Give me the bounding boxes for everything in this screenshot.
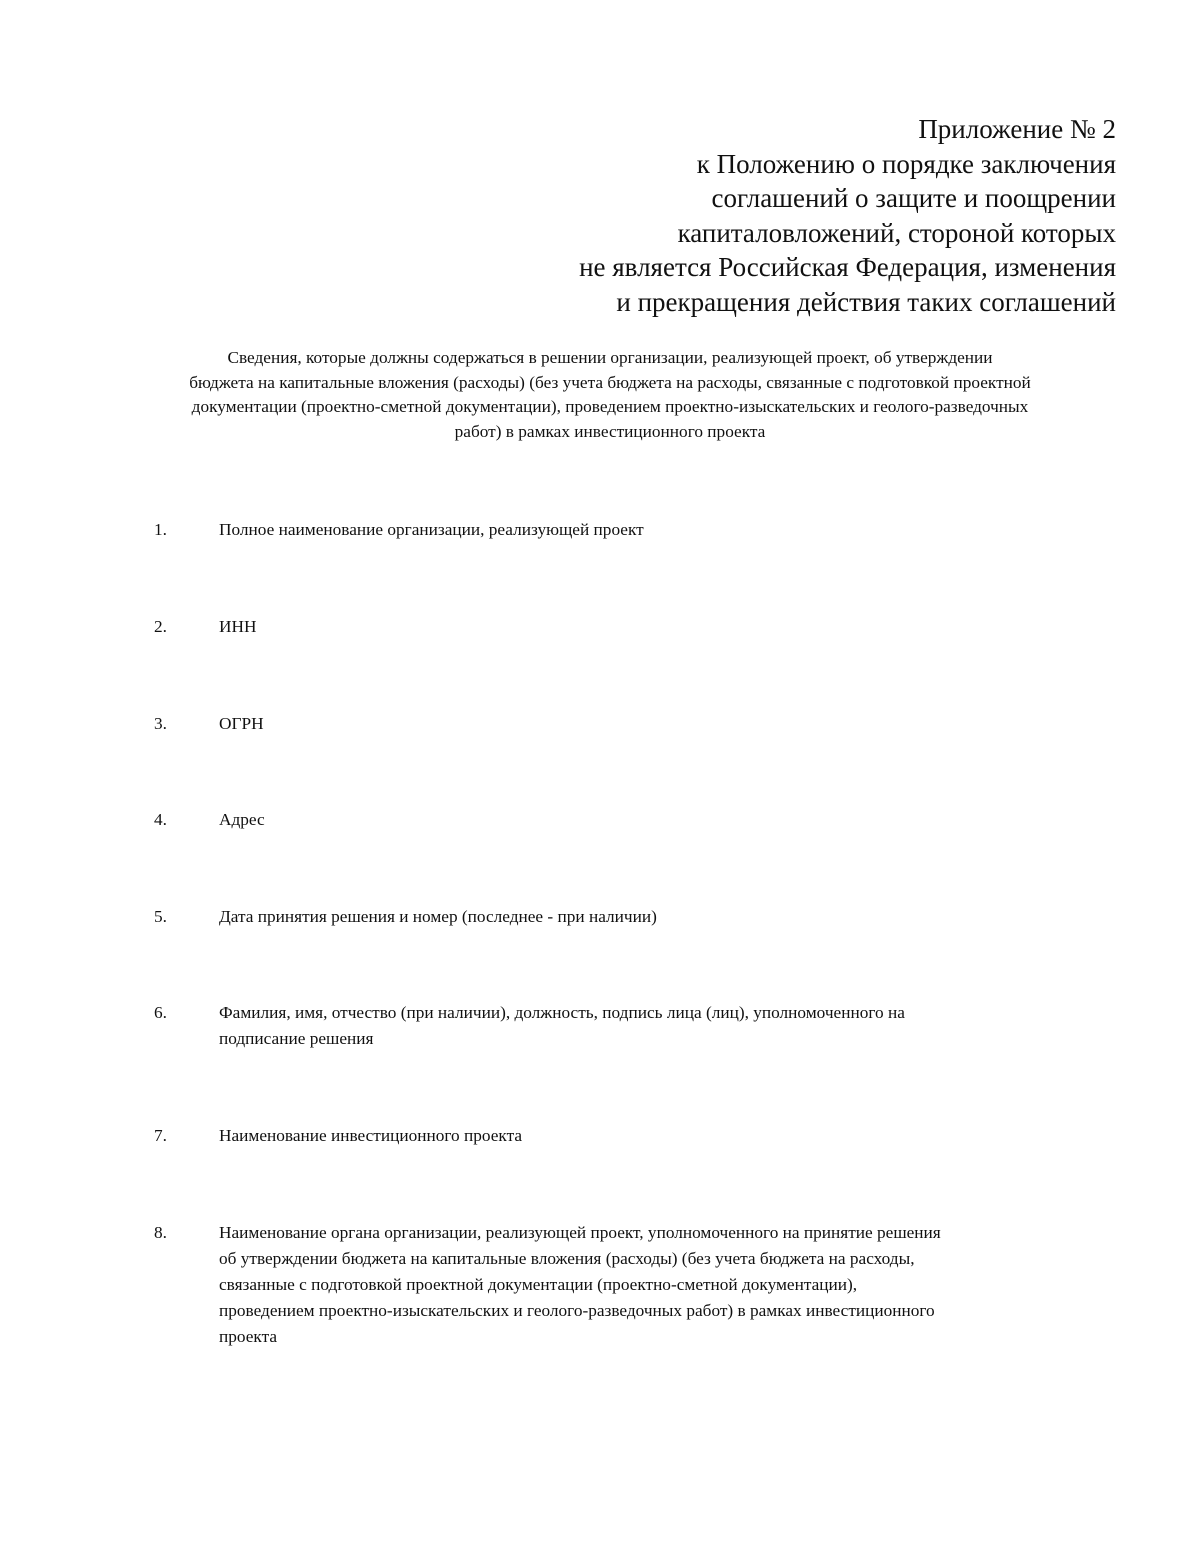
heading-line: бюджета на капитальные вложения (расходы) (без учета бюджета на расходы, связанные с подготовкой проектной	[189, 372, 1031, 392]
item-text	[219, 904, 1079, 930]
appendix-title: Приложение № 2	[918, 114, 1116, 144]
item-text	[219, 1000, 1079, 1052]
item-number: 6.	[154, 1003, 167, 1022]
item-line: Адрес	[219, 810, 265, 829]
item-number: 8.	[154, 1223, 167, 1242]
item-line: об утверждении бюджета на капитальные вложения (расходы) (без учета бюджета на расходы,	[219, 1249, 915, 1268]
item-number: 1.	[154, 520, 167, 539]
item-number: 2.	[154, 617, 167, 636]
item-line: Фамилия, имя, отчество (при наличии), должность, подпись лица (лиц), уполномоченного на	[219, 1003, 905, 1022]
item-number: 4.	[154, 810, 167, 829]
item-line: подписание решения	[219, 1029, 374, 1048]
item-line: Наименование инвестиционного проекта	[219, 1126, 523, 1145]
item-number: 5.	[154, 907, 167, 926]
heading-line: документации (проектно-сметной документации), проведением проектно-изыскательских и геолого-разведочных	[191, 397, 1029, 416]
document-heading	[140, 346, 1080, 444]
item-line: ОГРН	[219, 714, 264, 733]
heading-line: Сведения, которые должны содержаться в решении организации, реализующей проект, об утверждении	[227, 348, 993, 367]
appendix-line: соглашений о защите и поощрении	[711, 183, 1116, 213]
item-text	[219, 517, 1079, 543]
item-text	[219, 1123, 1079, 1149]
item-line: проведением проектно-изыскательских и геолого-разведочных работ) в рамках инвестиционного	[219, 1301, 935, 1320]
item-number: 7.	[154, 1126, 167, 1145]
item-line: Дата принятия решения и номер (последнее - при наличии)	[219, 907, 657, 926]
item-text	[219, 1220, 1079, 1350]
appendix-line: не является Российская Федерация, изменения	[579, 252, 1116, 282]
item-text	[219, 614, 1079, 640]
item-line: проекта	[219, 1327, 278, 1346]
item-line: Наименование органа организации, реализующей проект, уполномоченного на принятие решения	[219, 1223, 941, 1242]
item-line: связанные с подготовкой проектной документации (проектно-сметной документации),	[219, 1275, 858, 1294]
appendix-line: к Положению о порядке заключения	[696, 148, 1116, 179]
item-text	[219, 711, 1079, 737]
item-line: Полное наименование организации, реализующей проект	[219, 520, 644, 539]
heading-line: работ) в рамках инвестиционного проекта	[454, 421, 766, 441]
item-line: ИНН	[219, 617, 257, 636]
item-number: 3.	[154, 714, 167, 733]
appendix-line: и прекращения действия таких соглашений	[616, 286, 1116, 317]
appendix-line: капиталовложений, стороной которых	[677, 217, 1116, 248]
appendix-header	[416, 112, 1116, 319]
item-text	[219, 807, 1079, 833]
